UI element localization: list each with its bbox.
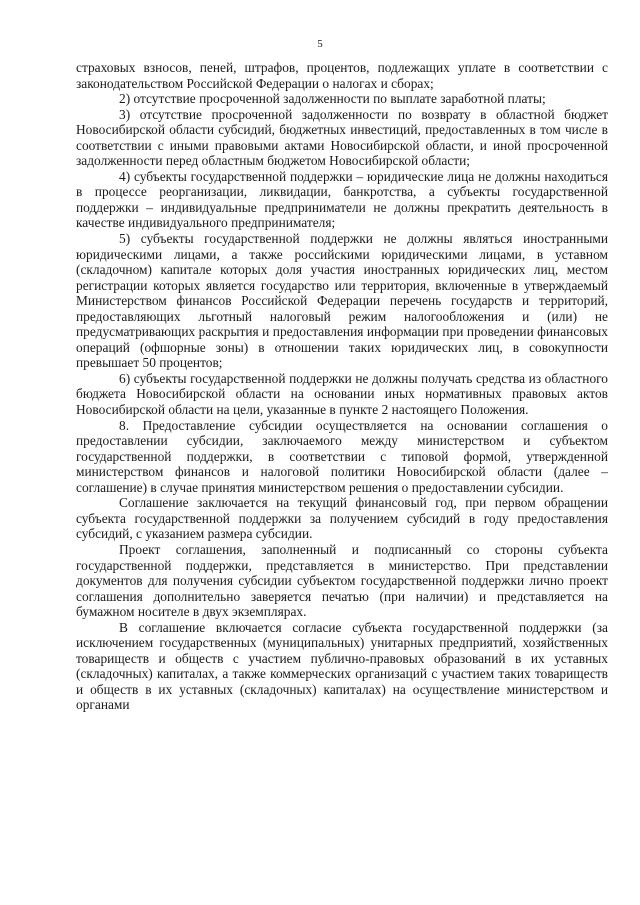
paragraph-section-8: 8. Предоставление субсидии осуществляется на основании соглашения о предоставлении субсидии, заключаемого между министерством и субъектом государственной поддержки, в соответствии с типовой формой, утвержденной министерством финансов и налоговой политики Новосибирской области (далее – соглашение) в случае принятия министерством решения о предоставлении субсидии. — [76, 417, 608, 495]
paragraph-item-6: 6) субъекты государственной поддержки не должны получать средства из областного бюджета Новосибирской области на основании иных нормативных правовых актов Новосибирской области на цели, указанные в пункте 2 настоящего Положения. — [76, 370, 608, 418]
paragraph-item-5: 5) субъекты государственной поддержки не должны являться иностранными юридическими лицами, а также российскими юридическими лицами, в уставном (складочном) капитале которых доля участия иностранных юридических лиц, местом регистрации которых является государство или территория, включенные в утверждаемый Министерством финансов Российской Федерации перечень государств и территорий, предоставляющих льготный налоговый режим налогообложения и (или) не предусматривающих раскрытия и предоставления информации при проведении финансовых операций (офшорные зоны) в отношении таких юридических лиц, в совокупности превышает 50 процентов; — [76, 231, 608, 371]
paragraph-item-2: 2) отсутствие просроченной задолженности по выплате заработной платы; — [119, 91, 546, 107]
paragraph-agreement-draft: Проект соглашения, заполненный и подписанный со стороны субъекта государственной поддержки, представляется в министерство. При представлении документов для получения субсидии субъектом государственной поддержки лично проект соглашения дополнительно заверяется печатью (при наличии) и представляется на бумажном носителе в двух экземплярах. — [76, 541, 608, 620]
paragraph-item-3: 3) отсутствие просроченной задолженности по возврату в областной бюджет Новосибирской области субсидий, бюджетных инвестиций, предоставленных в том числе в соответствии с иными правовыми актами Новосибирской области, и иной просроченной задолженности перед областным бюджетом Новосибирской области; — [76, 106, 608, 169]
paragraph-agreement-consent: В соглашение включается согласие субъекта государственной поддержки (за исключением государственных (муниципальных) унитарных предприятий, хозяйственных товариществ и обществ с участием публично-правовых образований в их уставных (складочных) капиталах, а также коммерческих организаций с участием таких товариществ и обществ в их уставных (складочных) капиталах) на осуществление министерством и органами — [76, 619, 608, 713]
document-body — [76, 60, 608, 713]
paragraph-item-4: 4) субъекты государственной поддержки – юридические лица не должны находиться в процессе реорганизации, ликвидации, банкротства, а субъекты государственной поддержки – индивидуальные предприниматели не должны прекратить деятельность в качестве индивидуального предпринимателя; — [76, 168, 608, 231]
paragraph-agreement-term: Соглашение заключается на текущий финансовый год, при первом обращении субъекта государственной поддержки за получением субсидий в году предоставления субсидий, с указанием размера субсидии. — [76, 495, 608, 542]
page-number: 5 — [317, 38, 323, 50]
paragraph-continuation: страховых взносов, пеней, штрафов, процентов, подлежащих уплате в соответствии с законодательством Российской Федерации о налогах и сборах; — [76, 60, 608, 91]
